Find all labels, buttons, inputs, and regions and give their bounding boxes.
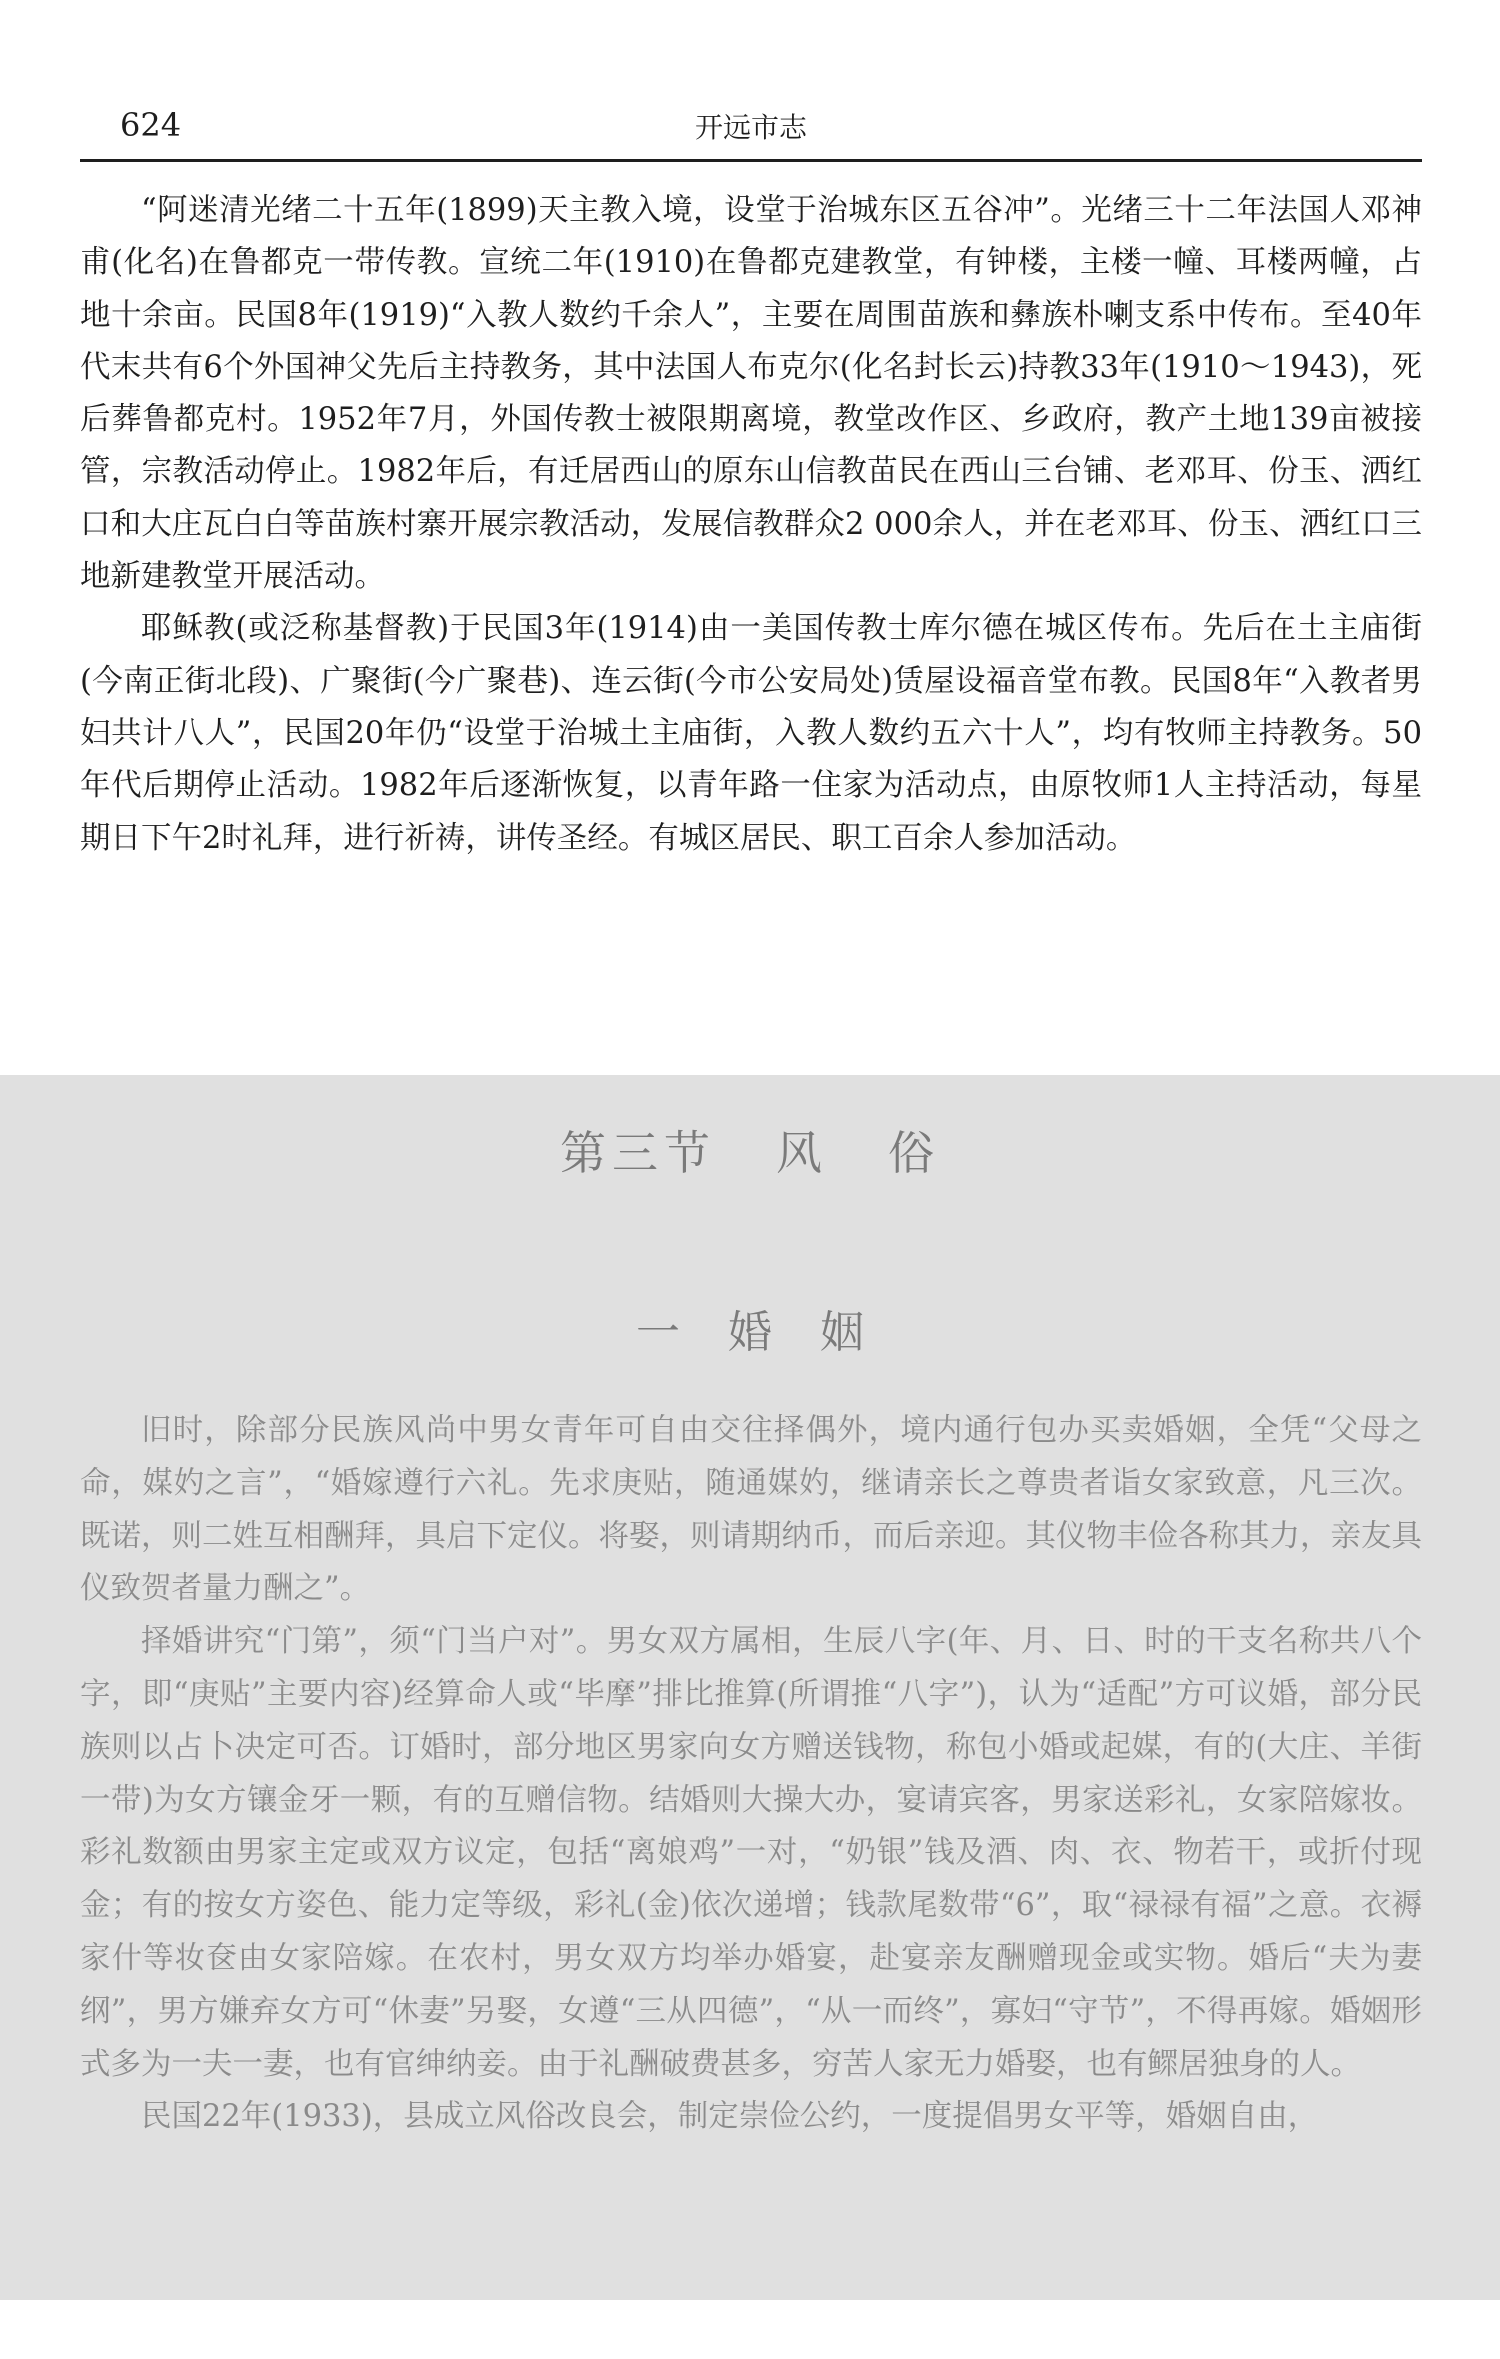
lower-text-block <box>80 1405 1422 2144</box>
subsection-title-part: 一 <box>636 1307 680 1358</box>
paragraph-marriage-choice: 择婚讲究“门第”，须“门当户对”。男女双方属相，生辰八字(年、月、日、时的干支名称共八个字，即“庚贴”主要内容)经算命人或“毕摩”排比推算(所谓推“八字”)，认为“适配”方可议婚，部分民族则以占卜决定可否。订婚时，部分地区男家向女方赠送钱物，称包小婚或起媒，有的(大庄、羊街一带)为女方镶金牙一颗，有的互赠信物。结婚则大操大办，宴请宾客，男家送彩礼，女家陪嫁妆。彩礼数额由男家主定或双方议定，包括“离娘鸡”一对，“奶银”钱及酒、肉、衣、物若干，或折付现金；有的按女方姿色、能力定等级，彩礼(金)依次递增；钱款尾数带“6”，取“禄禄有福”之意。衣褥家什等妆奁由女家陪嫁。在农村，男女双方均举办婚宴，赴宴亲友酬赠现金或实物。婚后“夫为妻纲”，男方嫌弃女方可“休妻”另娶，女遵“三从四德”，“从一而终”，寡妇“守节”，不得再嫁。婚姻形式多为一夫一妻，也有官绅纳妾。由于礼酬破费甚多，穷苦人家无力婚娶，也有鳏居独身的人。 <box>80 1624 1422 2082</box>
subsection-title <box>0 1296 1500 1360</box>
running-title: 开远市志 <box>694 111 807 144</box>
section-title-part: 第三节 <box>560 1126 716 1180</box>
upper-text-block <box>80 185 1422 865</box>
header-rule <box>80 159 1422 162</box>
page-header <box>80 98 1422 158</box>
section-title <box>0 1117 1500 1183</box>
subsection-title-part: 姻 <box>820 1307 864 1358</box>
paragraph-old-customs: 旧时，除部分民族风尚中男女青年可自由交往择偶外，境内通行包办买卖婚姻，全凭“父母之命，媒妁之言”，“婚嫁遵行六礼。先求庚贴，随通媒妁，继请亲长之尊贵者诣女家致意，凡三次。既诺，则二姓互相酬拜，具启下定仪。将娶，则请期纳币，而后亲迎。其仪物丰俭各称其力，亲友具仪致贺者量力酬之”。 <box>80 1413 1422 1607</box>
section-title-part: 风 <box>776 1126 828 1180</box>
subsection-title-part: 婚 <box>728 1307 772 1358</box>
section-title-part: 俗 <box>888 1126 940 1180</box>
paragraph-reform: 民国22年(1933)，县成立风俗改良会，制定崇俭公约，一度提倡男女平等，婚姻自由， <box>141 2099 1319 2135</box>
page-number: 624 <box>120 106 182 144</box>
paragraph-catholicism: “阿迷清光绪二十五年(1899)天主教入境，设堂于治城东区五谷冲”。光绪三十二年法国人邓神甫(化名)在鲁都克一带传教。宣统二年(1910)在鲁都克建教堂，有钟楼，主楼一幢、耳楼两幢，占地十余亩。民国8年(1919)“入教人数约千余人”，主要在周围苗族和彝族朴喇支系中传布。至40年代末共有6个外国神父先后主持教务，其中法国人布克尔(化名封长云)持教33年(1910～1943)，死后葬鲁都克村。1952年7月，外国传教士被限期离境，教堂改作区、乡政府，教产土地139亩被接管，宗教活动停止。1982年后，有迁居西山的原东山信教苗民在西山三台铺、老邓耳、份玉、洒红口和大庄瓦白白等苗族村寨开展宗教活动，发展信教群众2 000余人，并在老邓耳、份玉、洒红口三地新建教堂开展活动。 <box>80 193 1422 595</box>
paragraph-protestantism: 耶稣教(或泛称基督教)于民国3年(1914)由一美国传教士库尔德在城区传布。先后在土主庙街(今南正街北段)、广聚街(今广聚巷)、连云街(今市公安局处)赁屋设福音堂布教。民国8年“入教者男妇共计八人”，民国20年仍“设堂于治城土主庙街，入教人数约五六十人”，均有牧师主持教务。50年代后期停止活动。1982年后逐渐恢复，以青年路一住家为活动点，由原牧师1人主持活动，每星期日下午2时礼拜，进行祈祷，讲传圣经。有城区居民、职工百余人参加活动。 <box>80 611 1422 856</box>
